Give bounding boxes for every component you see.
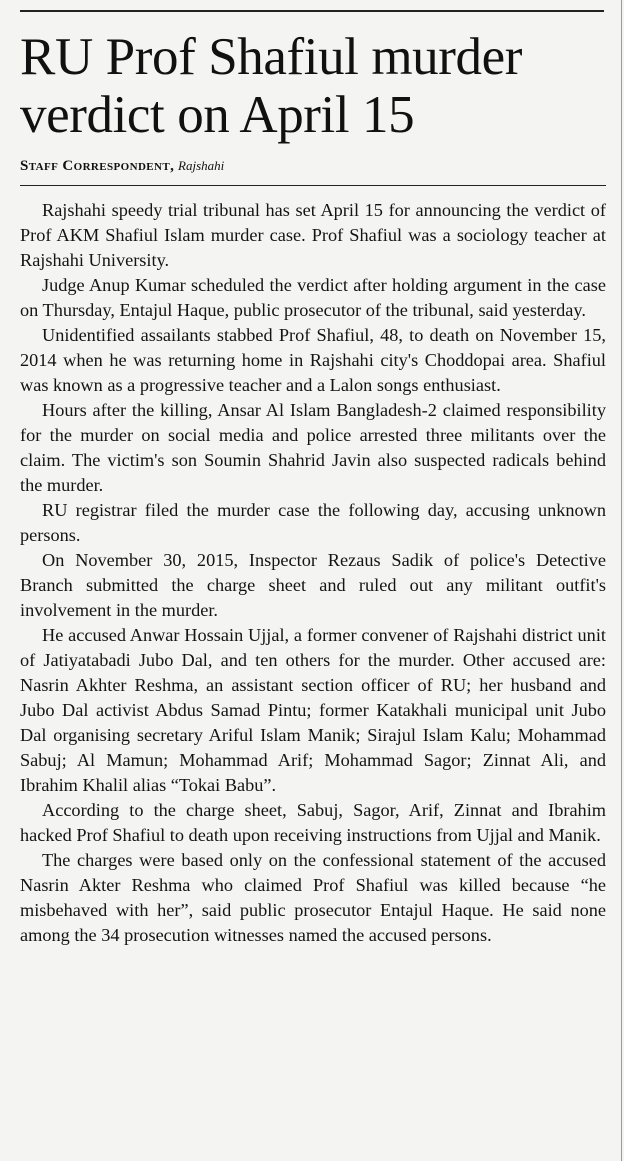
paragraph-1: Rajshahi speedy trial tribunal has set April 15 for announcing the verdict of Prof AKM Shafiul Islam murder case. Prof Shafiul was a sociology teacher at Rajshahi University. — [20, 200, 606, 270]
paragraph-2: Judge Anup Kumar scheduled the verdict after holding argument in the case on Thursday, Entajul Haque, public prosecutor of the tribunal, said yesterday. — [20, 275, 606, 320]
byline — [20, 158, 606, 175]
headline: RU Prof Shafiul murder verdict on April 15 — [20, 28, 522, 144]
paragraph-3: Unidentified assailants stabbed Prof Shafiul, 48, to death on November 15, 2014 when he was returning home in Rajshahi city's Choddopai area. Shafiul was known as a progressive teacher and a Lalon songs enthusiast. — [20, 325, 606, 395]
byline-divider — [20, 185, 606, 186]
paragraph-9: The charges were based only on the confessional statement of the accused Nasrin Akter Reshma who claimed Prof Shafiul was killed because “he misbehaved with her”, said public prosecutor Entajul Haque. He said none among the 34 prosecution witnesses named the accused persons. — [20, 850, 606, 945]
paragraph-7: He accused Anwar Hossain Ujjal, a former convener of Rajshahi district unit of Jatiyatabadi Jubo Dal, and ten others for the murder. Other accused are: Nasrin Akhter Reshma, an assistant section officer of RU; her husband and Jubo Dal activist Abdus Samad Pintu; former Katakhali municipal unit Jubo Dal organising secretary Ariful Islam Manik; Sirajul Islam Kalu; Mohammad Sabuj; Al Mamun; Mohammad Arif; Mohammad Sagor; Zinnat Ali, and Ibrahim Khalil alias “Tokai Babu”. — [20, 625, 606, 795]
paragraph-8: According to the charge sheet, Sabuj, Sagor, Arif, Zinnat and Ibrahim hacked Prof Shafiul to death upon receiving instructions from Ujjal and Manik. — [20, 800, 606, 845]
article-body — [20, 198, 606, 948]
paragraph-6: On November 30, 2015, Inspector Rezaus Sadik of police's Detective Branch submitted the charge sheet and ruled out any militant outfit's involvement in the murder. — [20, 550, 606, 620]
byline-author: Staff Correspondent, — [20, 158, 175, 174]
column-edge-rule — [621, 0, 622, 1161]
paragraph-4: Hours after the killing, Ansar Al Islam Bangladesh-2 claimed responsibility for the murder on social media and police arrested three militants over the claim. The victim's son Soumin Shahrid Javin also suspected radicals behind the murder. — [20, 400, 606, 495]
byline-location: Rajshahi — [178, 158, 225, 173]
top-rule — [20, 10, 604, 12]
news-article — [20, 28, 606, 948]
paragraph-5: RU registrar filed the murder case the following day, accusing unknown persons. — [20, 500, 606, 545]
